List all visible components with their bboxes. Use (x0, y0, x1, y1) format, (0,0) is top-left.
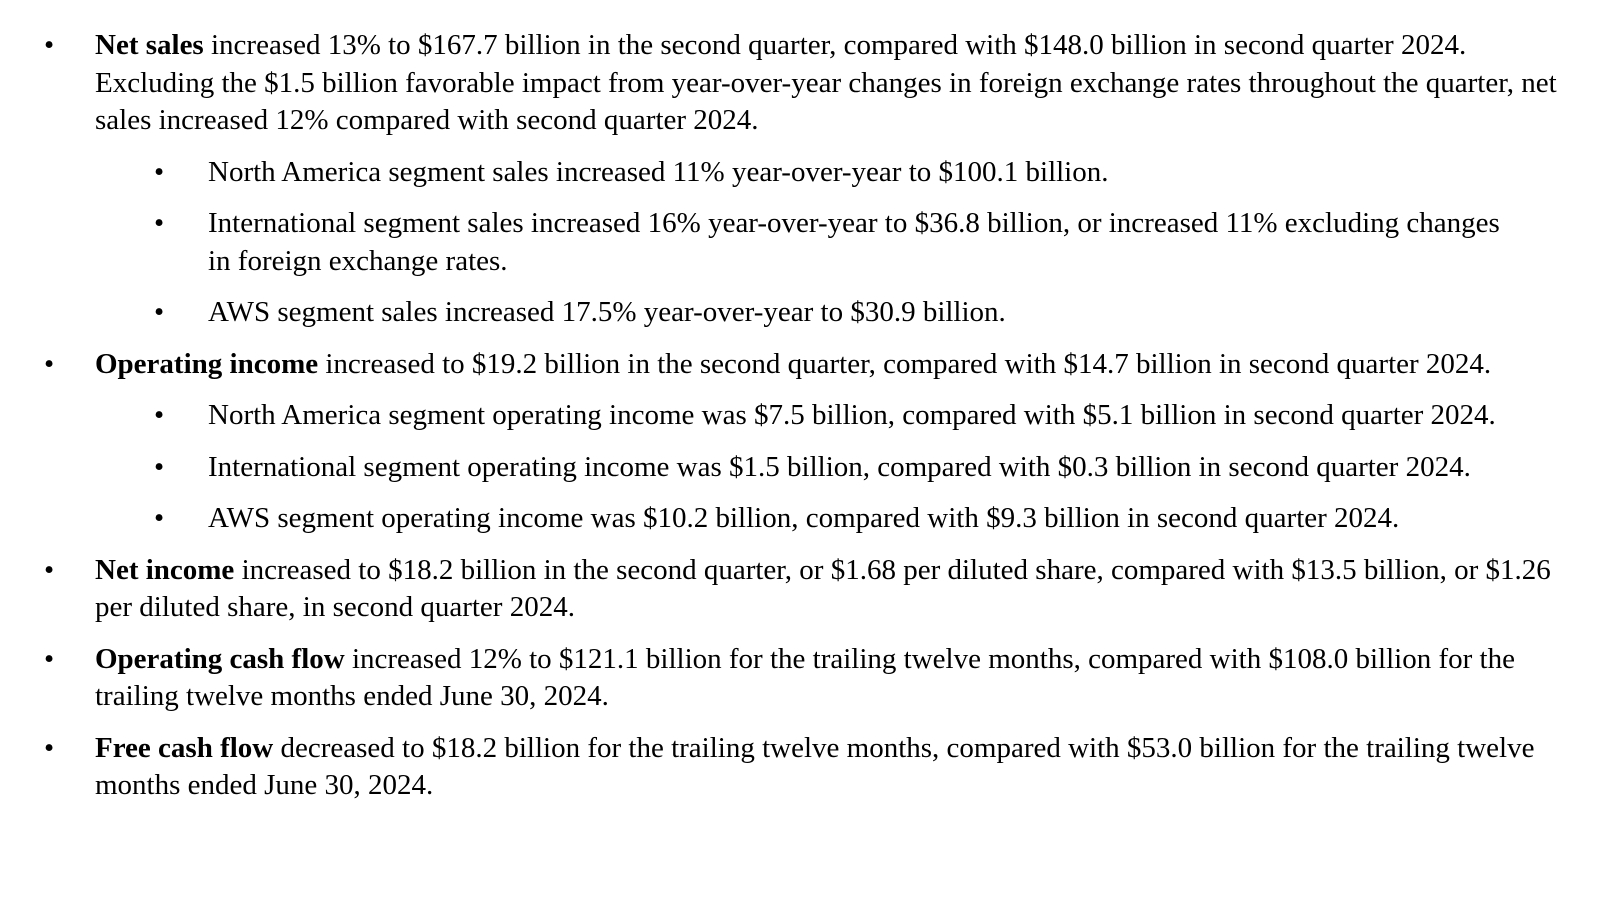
bullet-body: increased to $18.2 billion in the second quarter, or $1.68 per diluted share, compared with $13.5 billion, or $1.26 per diluted share, in second quarter 2024. (95, 553, 1551, 623)
bullet-body: decreased to $18.2 billion for the trailing twelve months, compared with $53.0 billion for the trailing twelve months ended June 30, 2024. (95, 731, 1535, 801)
sub-bullet-item-aws-operating-income (0, 500, 1560, 538)
bullet-icon: • (154, 155, 165, 188)
bullet-text (95, 730, 1560, 805)
bullet-lead: Operating income (95, 347, 319, 380)
bullet-icon: • (44, 731, 55, 764)
sub-bullet-text: International segment operating income was $1.5 billion, compared with $0.3 billion in second quarter 2024. (208, 450, 1471, 483)
sub-bullet-item-international-operating-income (0, 449, 1560, 487)
bullet-icon: • (154, 207, 165, 239)
bullet-icon: • (154, 450, 165, 483)
bullet-icon: • (44, 642, 55, 675)
bullet-text (95, 27, 1560, 140)
bullet-icon: • (154, 502, 165, 534)
bullet-text (95, 552, 1560, 627)
sub-bullet-text: International segment sales increased 16% year-over-year to $36.8 billion, or increased 11% excluding changes in foreign exchange rates. (208, 207, 1500, 277)
bullet-body: increased 13% to $167.7 billion in the second quarter, compared with $148.0 billion in second quarter 2024. Excluding the $1.5 billion favorable impact from year-over-year changes in foreign exchange rates throughout the quarter, net sales increased 12% compared with second quarter 2024. (95, 29, 1557, 136)
bullet-item-net-sales (0, 27, 1560, 140)
bullet-text (95, 641, 1560, 716)
sub-bullet-item-international-sales (0, 205, 1560, 280)
bullet-icon: • (44, 29, 55, 61)
bullet-lead: Free cash flow (95, 731, 274, 764)
bullet-item-operating-income (0, 346, 1560, 384)
bullet-item-operating-cash-flow (0, 641, 1560, 716)
sub-bullet-item-north-america-sales (0, 154, 1560, 192)
bullet-body: increased to $19.2 billion in the second quarter, compared with $14.7 billion in second quarter 2024. (318, 347, 1492, 380)
bullet-item-free-cash-flow (0, 730, 1560, 805)
bullet-icon: • (154, 296, 165, 328)
sub-bullet-text: North America segment sales increased 11% year-over-year to $100.1 billion. (208, 155, 1109, 188)
sub-bullet-item-aws-sales (0, 294, 1560, 332)
sub-bullet-item-north-america-operating-income (0, 397, 1560, 435)
bullet-item-net-income (0, 552, 1560, 627)
bullet-body: increased 12% to $121.1 billion for the trailing twelve months, compared with $108.0 billion for the trailing twelve months ended June 30, 2024. (95, 642, 1515, 712)
sub-bullet-text: AWS segment operating income was $10.2 billion, compared with $9.3 billion in second quarter 2024. (208, 502, 1400, 534)
bullet-text (95, 346, 1560, 384)
bullet-lead: Net sales (95, 29, 204, 61)
bullet-icon: • (44, 553, 55, 586)
bullet-icon: • (154, 399, 165, 431)
sub-bullet-text: AWS segment sales increased 17.5% year-over-year to $30.9 billion. (208, 296, 1006, 328)
bullet-lead: Net income (95, 553, 235, 586)
sub-bullet-text: North America segment operating income was $7.5 billion, compared with $5.1 billion in second quarter 2024. (208, 399, 1496, 431)
bullet-lead: Operating cash flow (95, 642, 345, 675)
bullet-icon: • (44, 347, 55, 380)
